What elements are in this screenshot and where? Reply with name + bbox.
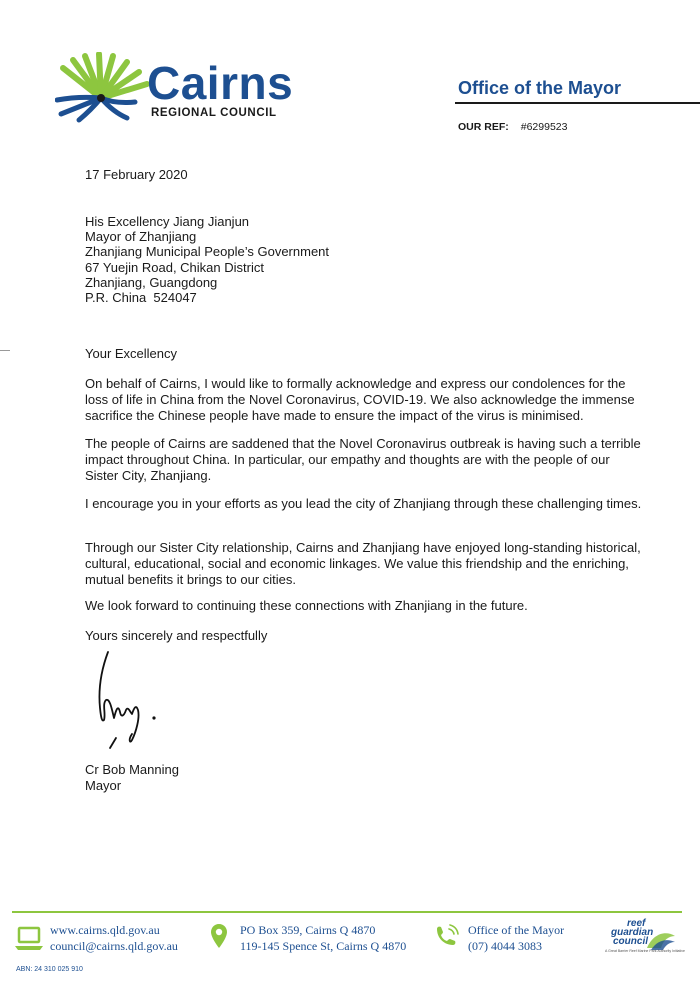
letter-closing: Yours sincerely and respectfully xyxy=(85,628,268,643)
header-divider xyxy=(455,102,700,104)
address-line: 67 Yuejin Road, Chikan District xyxy=(85,259,264,275)
letter-date: 17 February 2020 xyxy=(85,167,188,182)
fold-mark xyxy=(0,350,10,351)
body-paragraph: We look forward to continuing these connections with Zhanjiang in the future. xyxy=(85,598,528,613)
footer-contact-web xyxy=(50,922,178,954)
badge-line: guardian xyxy=(611,927,654,938)
salutation: Your Excellency xyxy=(85,346,178,361)
recipient-address xyxy=(85,214,329,305)
handwritten-signature xyxy=(90,648,170,758)
address-line: His Excellency Jiang Jianjun xyxy=(85,214,250,229)
address-line: Zhanjiang, Guangdong xyxy=(85,274,218,290)
laptop-icon xyxy=(14,925,44,951)
office-title: Office of the Mayor xyxy=(458,78,622,98)
reference-value: #6299523 xyxy=(520,121,568,133)
reference-label: OUR REF: xyxy=(458,121,509,133)
body-paragraph: On behalf of Cairns, I would like to formally acknowledge and express our condolences for the loss of life in China from the Novel Coronavirus, COVID-19. We also acknowledge the immense sacrifice the Chinese people have made to ensure the impact of the virus is minimised. xyxy=(85,376,635,423)
cairns-fan-palm-icon xyxy=(55,52,155,124)
email-link[interactable]: council@cairns.qld.gov.au xyxy=(50,939,178,953)
footer-divider xyxy=(12,911,682,913)
reference-line xyxy=(458,121,567,133)
abn-number: ABN: 24 310 025 910 xyxy=(16,966,83,973)
body-paragraph: I encourage you in your efforts as you lead the city of Zhanjiang through these challenging times. xyxy=(85,496,642,511)
badge-line: reef xyxy=(627,918,646,929)
signer-title: Mayor xyxy=(85,778,122,793)
address-line: Mayor of Zhanjiang xyxy=(85,229,197,245)
phone-office-label: Office of the Mayor xyxy=(468,923,565,937)
phone-number[interactable]: (07) 4044 3083 xyxy=(468,939,542,953)
website-link[interactable]: www.cairns.qld.gov.au xyxy=(50,923,160,937)
cairns-logo xyxy=(55,52,305,124)
body-paragraph: Through our Sister City relationship, Cairns and Zhanjiang have enjoyed long-standing historical, cultural, educational, social and economic linkages. We value this friendship and the enriching, mutual benefits it brings to our cities. xyxy=(85,540,641,587)
badge-line: council xyxy=(613,936,649,947)
footer-contact-phone xyxy=(468,922,564,954)
signer-name: Cr Bob Manning xyxy=(85,762,179,777)
address-line: P.R. China 524047 xyxy=(85,289,197,305)
postal-address: PO Box 359, Cairns Q 4870 xyxy=(240,923,376,937)
location-pin-icon xyxy=(210,923,228,949)
signer-block xyxy=(85,762,179,794)
footer-contact-address xyxy=(240,922,406,954)
logo-wordmark: Cairns xyxy=(147,57,294,109)
phone-icon xyxy=(433,923,461,949)
body-paragraph: The people of Cairns are saddened that the Novel Coronavirus outbreak is having such a terrible impact throughout China. In particular, our empathy and thoughts are with the people of our Sister City, Zhanjiang. xyxy=(85,436,641,483)
reef-guardian-council-badge xyxy=(605,918,685,958)
logo-subtitle: REGIONAL COUNCIL xyxy=(151,107,277,119)
badge-fine-print: A Great Barrier Reef Marine Park Authority Initiative xyxy=(605,949,685,953)
street-address: 119-145 Spence St, Cairns Q 4870 xyxy=(240,939,407,953)
address-line: Zhanjiang Municipal People’s Government xyxy=(85,244,330,260)
